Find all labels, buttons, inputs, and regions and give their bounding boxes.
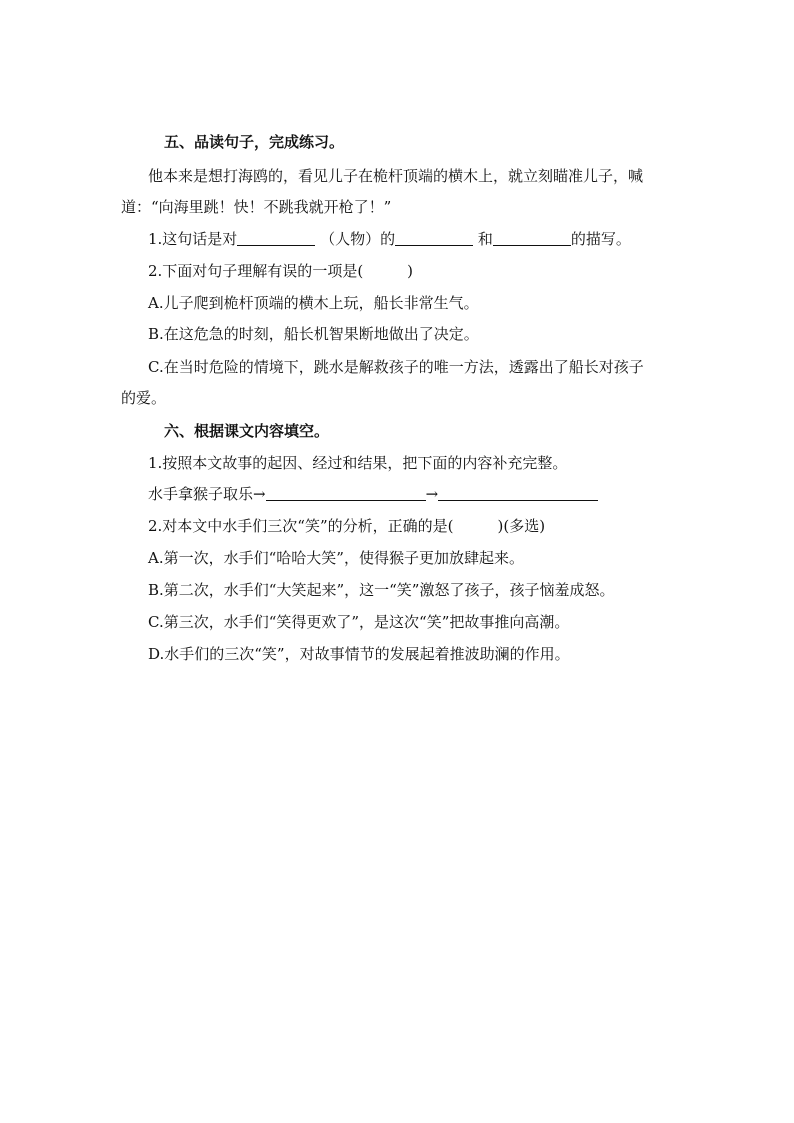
option-a: A.儿子爬到桅杆顶端的横木上玩，船长非常生气。	[148, 294, 479, 312]
answer-blank-description1[interactable]	[395, 230, 473, 246]
plot-arrow: →	[425, 485, 439, 503]
passage-line1: 他本来是想打海鸥的，看见儿子在桅杆顶端的横木上，就立刻瞄准儿子，喊	[148, 167, 644, 185]
question6-2	[148, 515, 545, 537]
passage-line2: 道：“向海里跳！快！不跳我就开枪了！”	[121, 198, 392, 216]
option-c-line1: C.在当时危险的情境下，跳水是解救孩子的唯一方法，透露出了船长对孩子	[148, 358, 644, 376]
answer-blank-development[interactable]	[266, 485, 426, 501]
section5-heading: 五、品读句子，完成练习。	[164, 133, 345, 151]
q1-text-part3: 和	[477, 230, 493, 248]
plot-start: 水手拿猴子取乐→	[148, 485, 266, 503]
q6-2-prompt: 2.对本文中水手们三次“笑”的分析，正确的是(	[148, 517, 454, 535]
q1-text-part4: 的描写。	[570, 230, 631, 248]
question6-1: 1.按照本文故事的起因、经过和结果，把下面的内容补充完整。	[148, 454, 568, 472]
section6-heading: 六、根据课文内容填空。	[164, 422, 330, 440]
option-b: B.在这危急的时刻，船长机智果断地做出了决定。	[148, 325, 479, 343]
question5-2	[148, 260, 413, 282]
answer-blank-description2[interactable]	[493, 230, 571, 246]
answer-blank-character[interactable]	[237, 230, 315, 246]
q1-text-part2: （人物）的	[320, 230, 396, 248]
option6-d: D.水手们的三次“笑”，对故事情节的发展起着推波助澜的作用。	[148, 645, 570, 663]
question5-1	[148, 228, 631, 250]
q2-close: )	[407, 262, 414, 280]
q1-text-part1: 1.这句话是对	[148, 230, 238, 248]
option6-b: B.第二次，水手们“大笑起来”，这一“笑”激怒了孩子，孩子恼羞成怒。	[148, 581, 615, 599]
q6-2-close: )(多选)	[497, 517, 546, 535]
q2-prompt: 2.下面对句子理解有误的一项是(	[148, 262, 364, 280]
option-c-line2: 的爱。	[121, 389, 167, 407]
plot-sequence	[148, 483, 598, 505]
option6-c: C.第三次，水手们“笑得更欢了”，是这次“笑”把故事推向高潮。	[148, 613, 570, 631]
answer-blank-result[interactable]	[438, 485, 598, 501]
option6-a: A.第一次，水手们“哈哈大笑”，使得猴子更加放肆起来。	[148, 549, 524, 567]
